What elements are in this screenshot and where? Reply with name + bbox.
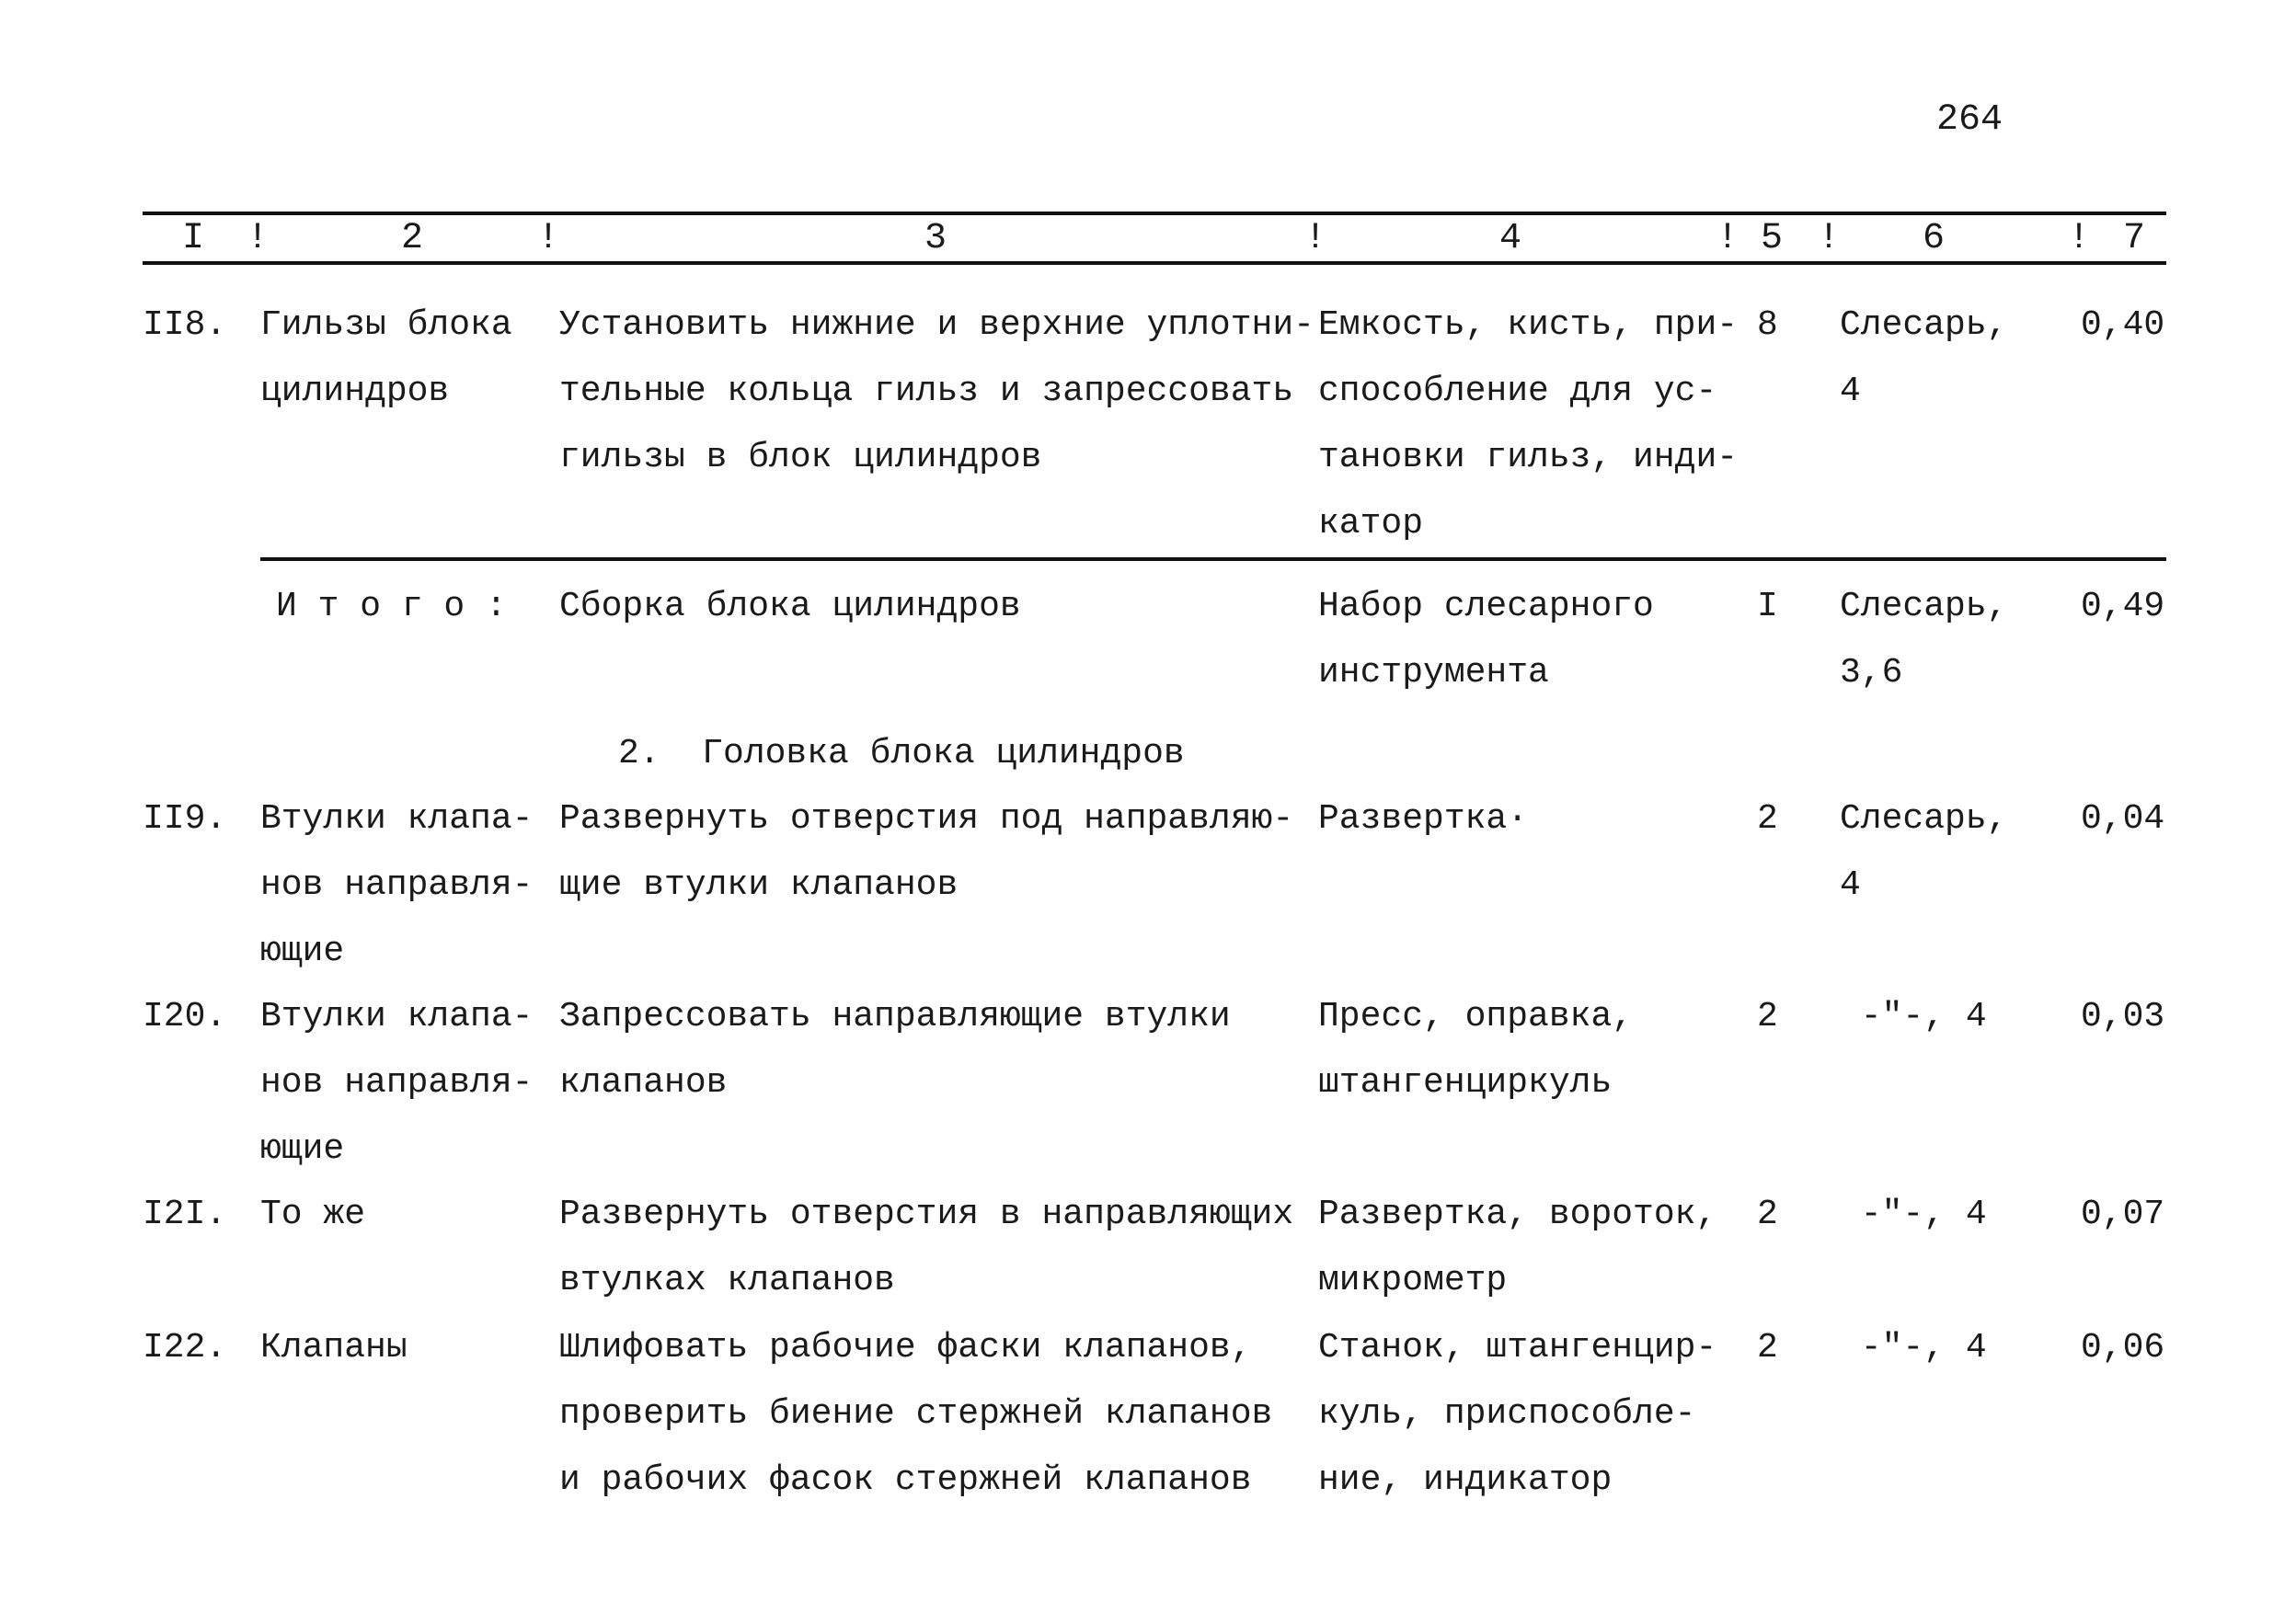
row-equipment: Набор слесарного инструмента [1318,587,1654,692]
header-sep: ! [1716,218,1739,259]
row-equipment: Пресс, оправка, штангенциркуль [1318,997,1634,1103]
row-number: II9. [143,799,227,839]
row-number: I2I. [143,1195,227,1234]
row-grade: 2 [1757,799,1778,839]
total-rule [260,557,2166,561]
row-operation: Шлифовать рабочие фаски клапанов, проверить биение стержней клапанов и рабочих фасок стержней клапанов [559,1328,1273,1500]
row-time: 0,40 [2081,305,2165,345]
row-time: 0,07 [2081,1195,2165,1234]
row-grade: 2 [1757,1328,1778,1367]
row-item: Втулки клапа- нов направля- ющие [260,799,534,971]
row-operation: Развернуть отверстия в направляющих втулках клапанов [559,1195,1294,1300]
page-number: 264 [1936,99,2003,141]
row-grade: 8 [1757,305,1778,345]
header-sep: ! [247,218,270,259]
row-equipment: Развертка, вороток, микрометр [1318,1195,1717,1300]
header-sep: ! [2068,218,2091,259]
total-label: И т о г о : [276,587,507,626]
row-time: 0,04 [2081,799,2165,839]
row-equipment: Развертка· [1318,799,1529,839]
row-time: 0,49 [2081,587,2165,626]
row-number: I20. [143,997,227,1036]
header-bottom-rule [143,261,2166,265]
row-grade: 2 [1757,1195,1778,1234]
header-col-3: 3 [924,218,947,259]
header-sep: ! [1818,218,1841,259]
header-col-7: 7 [2123,218,2146,259]
header-col-4: 4 [1499,218,1522,259]
header-top-rule [143,212,2166,215]
row-operation: Запрессовать направляющие втулки клапанов [559,997,1231,1103]
header-col-6: 6 [1923,218,1946,259]
row-time: 0,03 [2081,997,2165,1036]
header-col-1: I [182,218,205,259]
row-operation: Развернуть отверстия под направляю- щие втулки клапанов [559,799,1294,905]
row-number: II8. [143,305,227,345]
row-equipment: Емкость, кисть, при- способление для ус- тановки гильз, инди- катор [1318,305,1739,544]
row-item: Гильзы блока цилиндров [260,305,512,411]
row-operation: Сборка блока цилиндров [559,587,1021,626]
row-worker: -"-, 4 [1840,1195,1987,1234]
row-worker: -"-, 4 [1840,997,1987,1036]
row-item: Клапаны [260,1328,408,1367]
row-operation: Установить нижние и верхние уплотни- тельные кольца гильз и запрессовать гильзы в блок цилиндров [559,305,1314,477]
row-grade: 2 [1757,997,1778,1036]
row-worker: Слесарь, 4 [1840,305,2008,411]
row-worker: Слесарь, 4 [1840,799,2008,905]
row-time: 0,06 [2081,1328,2165,1367]
row-number: I22. [143,1328,227,1367]
section-title: 2. Головка блока цилиндров [618,734,1185,773]
header-sep: ! [537,218,560,259]
row-equipment: Станок, штангенцир- куль, приспособле- ние, индикатор [1318,1328,1717,1500]
header-col-5: 5 [1761,218,1784,259]
row-item: Втулки клапа- нов направля- ющие [260,997,534,1169]
row-grade: I [1757,587,1778,626]
row-item: То же [260,1195,366,1234]
header-sep: ! [1304,218,1327,259]
header-col-2: 2 [401,218,424,259]
row-worker: Слесарь, 3,6 [1840,587,2008,692]
row-worker: -"-, 4 [1840,1328,1987,1367]
